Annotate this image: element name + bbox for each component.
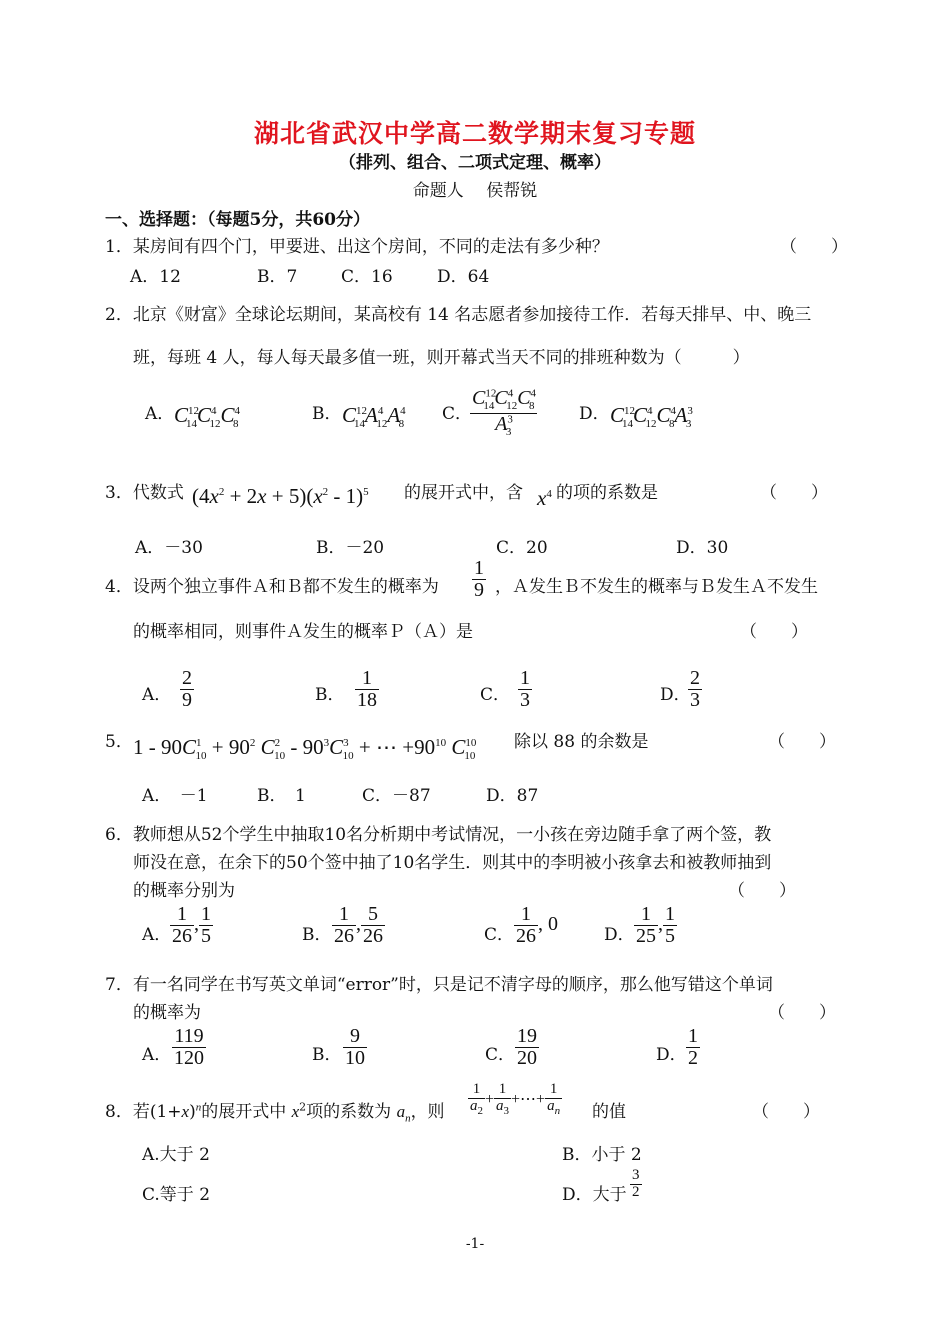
question-8-suffix: 的值 xyxy=(592,1102,626,1122)
question-3-formula: $(4x^2 + 2x + 5)(x^2 - 1)^5$ xyxy=(192,484,369,508)
question-5-option-b: B． 1 xyxy=(257,786,306,806)
question-6-option-c-value: $\frac{1}{26}$ , 0 xyxy=(516,903,558,947)
question-8-option-a: A.大于 2 xyxy=(142,1145,210,1165)
question-4-prefix: 4．设两个独立事件Ａ和Ｂ都不发生的概率为 xyxy=(105,577,439,597)
question-6-option-d-value: $\frac{1}{25}$ , $\frac{1}{5}$ xyxy=(636,903,675,947)
question-8-option-d-value: $\frac{3}{2}$ xyxy=(632,1167,640,1200)
question-2-line-1: 2．北京《财富》全球论坛期间，某高校有 14 名志愿者参加接待工作．若每天排早、中、晚三 xyxy=(105,305,812,325)
question-2-option-c-formula: $\frac{C^{12}_{14}C^4_{12}C^4_8}{A^3_3}$ xyxy=(472,387,537,438)
question-6-option-a-value: $\frac{1}{26}$ , $\frac{1}{5}$ xyxy=(172,903,211,947)
question-1-option-b: B．7 xyxy=(257,267,298,287)
question-7-option-c-value: $\frac{19}{20}$ xyxy=(517,1025,537,1069)
question-2-option-d-label: D． xyxy=(579,404,610,424)
question-2-option-a-label: A． xyxy=(145,404,175,424)
question-4-option-d-value: $\frac{2}{3}$ xyxy=(690,667,700,711)
question-6-line-3: 的概率分别为 xyxy=(133,881,235,901)
question-3-option-b: B．－20 xyxy=(316,538,385,558)
question-5-option-c: C．－87 xyxy=(362,786,431,806)
question-4-option-a-value: $\frac{2}{9}$ xyxy=(182,667,192,711)
question-7-option-d-label: D． xyxy=(656,1045,687,1065)
question-3-option-a: A．－30 xyxy=(135,538,203,558)
question-7-option-a-label: A． xyxy=(142,1045,172,1065)
question-6-line-1: 6．教师想从52个学生中抽取10名分析期中考试情况，一小孩在旁边随手拿了两个签，教 xyxy=(105,825,772,845)
question-5-option-d: D．87 xyxy=(486,786,539,806)
question-6-option-a-label: A． xyxy=(142,925,172,945)
question-7-answer-blank: （ ） xyxy=(768,1003,836,1023)
section-heading: 一、选择题：（每题5分，共60分） xyxy=(105,210,370,230)
question-7-option-a-value: $\frac{119}{120}$ xyxy=(174,1025,204,1069)
question-2-option-d-formula: $C^{12}_{14}C^4_{12}C^4_8A^3_3$ xyxy=(610,403,693,431)
question-1-option-d: D．64 xyxy=(437,267,490,287)
question-3-x4: $x^4$ xyxy=(537,486,552,510)
question-3-answer-blank: （ ） xyxy=(760,483,828,503)
question-4-line-2: 的概率相同，则事件Ａ发生的概率Ｐ（Ａ）是 xyxy=(133,622,473,642)
question-7-line-2: 的概率为 xyxy=(133,1003,201,1023)
question-1-answer-blank: （ ） xyxy=(780,237,848,257)
question-4-option-c-label: C． xyxy=(480,685,511,705)
question-8-sum-formula: $\frac{1}{a_2}$ + $\frac{1}{a_3}$ +⋯+ $\frac{1}{a_n}$ xyxy=(470,1081,561,1117)
question-4-fraction-1-9: $\frac{1}{9}$ xyxy=(474,557,484,601)
question-5-answer-blank: （ ） xyxy=(768,732,836,752)
question-5-option-a: A． －1 xyxy=(142,786,208,806)
question-6-option-b-value: $\frac{1}{26}$ , $\frac{5}{26}$ xyxy=(334,903,383,947)
page-subtitle: （排列、组合、二项式定理、概率） xyxy=(339,153,611,173)
question-4-option-b-value: $\frac{1}{18}$ xyxy=(357,667,377,711)
question-7-option-b-value: $\frac{9}{10}$ xyxy=(345,1025,365,1069)
question-8-option-b: B．小于 2 xyxy=(562,1145,642,1165)
question-4-answer-blank: （ ） xyxy=(740,622,808,642)
question-4-option-d-label: D． xyxy=(660,685,691,705)
question-8-option-d: D．大于 xyxy=(562,1185,627,1205)
question-6-option-c-label: C． xyxy=(484,925,515,945)
question-3-option-c: C．20 xyxy=(496,538,548,558)
question-4-option-c-value: $\frac{1}{3}$ xyxy=(520,667,530,711)
question-1-text: 1．某房间有四个门，甲要进、出这个房间，不同的走法有多少种？ xyxy=(105,237,609,257)
question-4-option-a-label: A． xyxy=(142,685,172,705)
question-1-option-a: A．12 xyxy=(130,267,181,287)
question-5-suffix: 除以 88 的余数是 xyxy=(514,732,649,752)
author-line: 命题人 侯帮锐 xyxy=(412,181,538,201)
question-5-number: 5． xyxy=(105,732,133,752)
question-7-option-d-value: $\frac{1}{2}$ xyxy=(688,1025,698,1069)
question-2-line-2: 班，每班 4 人，每人每天最多值一班，则开幕式当天不同的排班种数为（ ） xyxy=(133,348,750,368)
question-3-prefix: 3．代数式 xyxy=(105,483,184,503)
question-5-formula: $1 - 90C^1_{10} + 90^2$ $C^2_{10} - 90^3C^3_{10}$ + ⋯ $+90^{10}$ $C^{10}_{10}$ xyxy=(133,735,477,763)
question-2-option-b-label: B． xyxy=(312,404,342,424)
question-7-option-c-label: C． xyxy=(485,1045,516,1065)
question-6-option-d-label: D． xyxy=(604,925,635,945)
question-2-option-c-label: C． xyxy=(442,404,473,424)
question-3-suffix: 的展开式中，含 xyxy=(404,483,523,503)
question-3-option-d: D．30 xyxy=(676,538,729,558)
question-8-answer-blank: （ ） xyxy=(752,1102,820,1122)
question-7-line-1: 7．有一名同学在书写英文单词“error”时，只是记不清字母的顺序，那么他写错这个单词 xyxy=(105,975,773,995)
question-7-option-b-label: B． xyxy=(312,1045,342,1065)
question-2-option-b-formula: $C^{12}_{14}A^4_{12}A^4_8$ xyxy=(342,403,406,431)
question-8-text: 8．若$(1+x)^n$的展开式中 $x^2$项的系数为 $a_n$，则 xyxy=(105,1100,445,1125)
question-2-option-a-formula: $C^{12}_{14}C^4_{12}C^4_8$ xyxy=(174,403,241,431)
page-title: 湖北省武汉中学高二数学期末复习专题 xyxy=(253,119,696,148)
page-number: -1- xyxy=(465,1236,485,1252)
question-6-answer-blank: （ ） xyxy=(728,881,796,901)
question-8-option-c: C.等于 2 xyxy=(142,1185,211,1205)
question-4-suffix: ，Ａ发生Ｂ不发生的概率与Ｂ发生Ａ不发生 xyxy=(495,577,818,597)
question-1-option-c: C．16 xyxy=(341,267,393,287)
question-4-option-b-label: B． xyxy=(315,685,345,705)
question-6-option-b-label: B． xyxy=(302,925,332,945)
question-3-suffix-2: 的项的系数是 xyxy=(556,483,658,503)
question-6-line-2: 师没在意，在余下的50个签中抽了10名学生．则其中的李明被小孩拿去和被教师抽到 xyxy=(133,853,772,873)
